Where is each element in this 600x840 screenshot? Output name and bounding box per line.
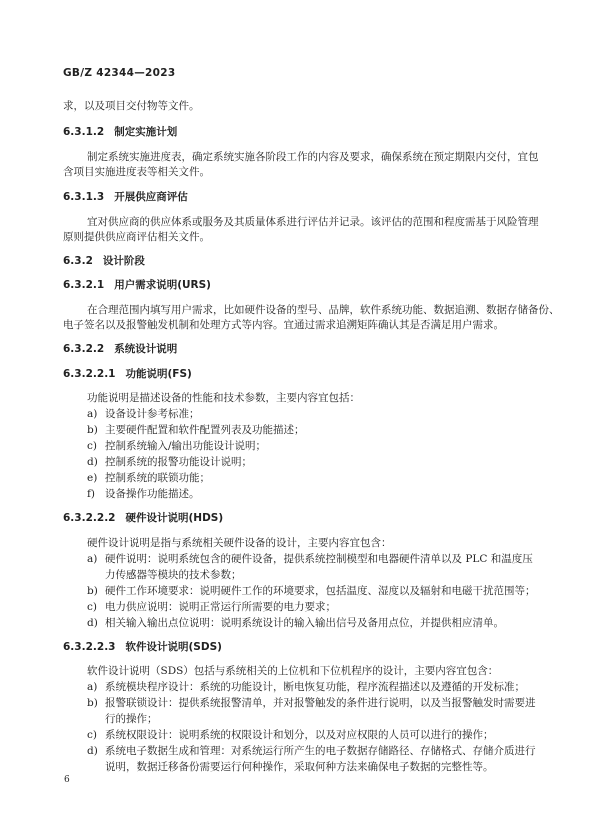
section-number: 6.3.2.2.3: [63, 641, 116, 653]
section-number: 6.3.2.2: [63, 343, 105, 355]
section-number: 6.3.2.1: [63, 279, 105, 291]
list-item: d) 相关输入输出点位说明：说明系统设计的输入输出信号及备用点位，并提供相应清单。: [87, 617, 504, 629]
section-heading: [63, 253, 145, 268]
list-item: d) 系统电子数据生成和管理：对系统运行所产生的电子数据存储路径、存储格式、存储介质进行: [87, 745, 536, 757]
list-marker: d): [87, 456, 98, 468]
list-marker: d): [87, 617, 98, 629]
paragraph-line: 含项目实施进度表等相关文件。: [63, 166, 210, 178]
list-marker: d): [87, 745, 98, 757]
list-item: c) 系统权限设计：说明系统的权限设计和划分，以及对应权限的人员可以进行的操作；: [87, 729, 494, 741]
list-item: e) 控制系统的联锁功能；: [87, 472, 210, 484]
paragraph-line: 在合理范围内填写用户需求，比如硬件设备的型号、品牌，软件系统功能、数据追溯、数据存储备份、: [87, 304, 560, 316]
paragraph-line: 软件设计说明（SDS）包括与系统相关的上位机和下位机程序的设计，主要内容宜包含：: [87, 665, 499, 677]
paragraph-line: 求，以及项目交付物等文件。: [63, 100, 200, 112]
list-marker: b): [87, 585, 98, 597]
section-number: 6.3.1.3: [63, 191, 105, 203]
list-item: a) 系统模块程序设计：系统的功能设计，断电恢复功能，程序流程描述以及遵循的开发标准；: [87, 681, 525, 693]
section-title: 软件设计说明(SDS): [125, 641, 222, 653]
section-number: 6.3.1.2: [63, 126, 105, 138]
list-marker: b): [87, 424, 98, 436]
section-heading: [63, 341, 177, 356]
list-marker: c): [87, 601, 97, 613]
section-heading: [63, 124, 177, 139]
section-title: 硬件设计说明(HDS): [125, 512, 224, 524]
list-marker: f): [87, 488, 95, 500]
section-title: 用户需求说明(URS): [114, 279, 211, 291]
list-item-continuation: 行的操作；: [105, 713, 158, 725]
section-title: 开展供应商评估: [114, 191, 188, 203]
paragraph-line: 宜对供应商的供应体系或服务及其质量体系进行评估并记录。该评估的范围和程度需基于风险管理: [87, 216, 539, 228]
section-title: 设计阶段: [102, 255, 145, 267]
list-marker: e): [87, 472, 98, 484]
page-number: 6: [64, 775, 70, 785]
list-marker: a): [87, 681, 98, 693]
section-number: 6.3.2.2.1: [63, 368, 116, 380]
list-item: c) 电力供应说明：说明正常运行所需要的电力要求；: [87, 601, 336, 613]
list-marker: a): [87, 553, 98, 565]
section-heading: [63, 189, 188, 204]
list-marker: a): [87, 408, 98, 420]
list-item: a) 硬件说明：说明系统包含的硬件设备，提供系统控制模型和电器硬件清单以及 PLC 和温度压: [87, 553, 533, 565]
list-item: b) 硬件工作环境要求：说明硬件工作的环境要求，包括温度、湿度以及辐射和电磁干扰范围等；: [87, 585, 536, 597]
paragraph-line: 原则提供供应商评估相关文件。: [63, 231, 210, 243]
section-title: 功能说明(FS): [125, 368, 192, 380]
list-item: f) 设备操作功能描述。: [87, 488, 200, 500]
paragraph-line: 电子签名以及报警触发机制和处理方式等内容。宜通过需求追溯矩阵确认其是否满足用户需求。: [63, 319, 504, 331]
list-item-continuation: 力传感器等模块的技术参数；: [105, 569, 242, 581]
section-title: 系统设计说明: [114, 343, 178, 355]
list-item: c) 控制系统输入/输出功能设计说明；: [87, 440, 267, 452]
section-heading: [63, 277, 211, 292]
section-number: 6.3.2.2.2: [63, 512, 116, 524]
standard-header: GB/Z 42344—2023: [63, 67, 176, 79]
list-item: a) 设备设计参考标准；: [87, 408, 200, 420]
section-heading: [63, 639, 222, 654]
list-item-continuation: 说明，数据迁移备份需要运行何种操作，采取何种方法来确保电子数据的完整性等。: [105, 761, 494, 773]
section-heading: [63, 510, 223, 525]
section-title: 制定实施计划: [114, 126, 178, 138]
list-item: d) 控制系统的报警功能设计说明；: [87, 456, 252, 468]
list-marker: c): [87, 729, 97, 741]
list-marker: b): [87, 697, 98, 709]
paragraph-line: 硬件设计说明是指与系统相关硬件设备的设计，主要内容宜包含：: [87, 537, 392, 549]
list-item: b) 主要硬件配置和软件配置列表及功能描述；: [87, 424, 305, 436]
list-marker: c): [87, 440, 97, 452]
paragraph-line: 制定系统实施进度表，确定系统实施各阶段工作的内容及要求，确保系统在预定期限内交付，宜包: [87, 151, 539, 163]
paragraph-line: 功能说明是描述设备的性能和技术参数，主要内容宜包括：: [87, 392, 360, 404]
section-number: 6.3.2: [63, 255, 93, 267]
list-item: b) 报警联锁设计：提供系统报警清单，并对报警触发的条件进行说明，以及当报警触发时需要进: [87, 697, 536, 709]
section-heading: [63, 366, 192, 381]
